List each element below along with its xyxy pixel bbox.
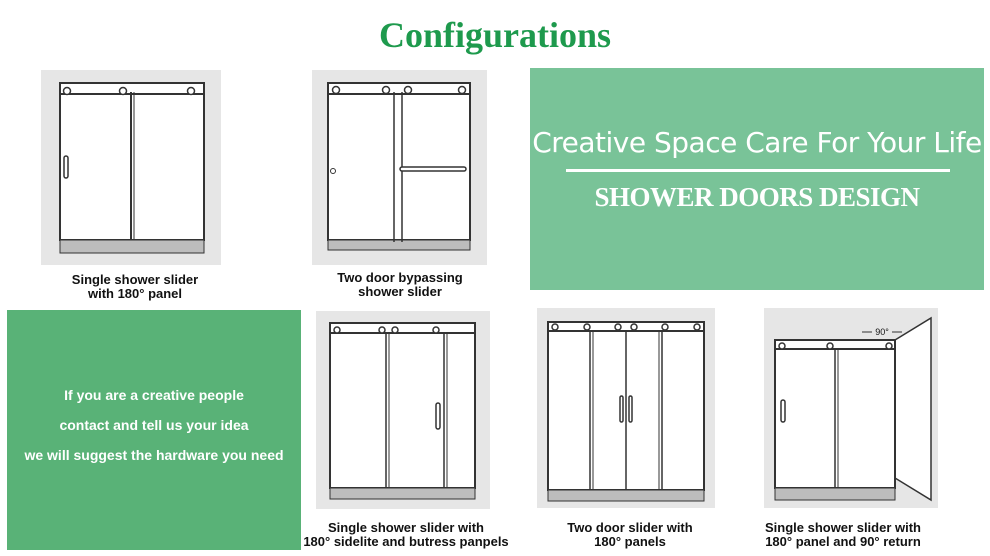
- design-banner: [530, 68, 984, 290]
- banner-heading: SHOWER DOORS DESIGN: [594, 182, 920, 212]
- shower-door-drawing: [764, 308, 938, 508]
- contact-box: [7, 310, 301, 550]
- caption-line: 180° panel and 90° return: [765, 534, 921, 549]
- config-single-slider-90-return: [764, 308, 938, 508]
- caption-line: shower slider: [358, 284, 442, 299]
- shower-door-drawing: [312, 70, 487, 265]
- shower-door-drawing: [537, 308, 715, 508]
- caption-line: with 180° panel: [87, 286, 183, 301]
- banner-tagline: Creative Space Care For Your Life: [532, 126, 982, 159]
- angle-label: 90°: [875, 327, 889, 337]
- caption-line: Two door slider with: [567, 520, 693, 535]
- config-two-door-bypassing: [312, 70, 487, 265]
- config-caption: [754, 521, 932, 549]
- config-single-slider-180-panel: [41, 70, 221, 265]
- page-title: Configurations: [378, 15, 612, 55]
- caption-line: Single shower slider with: [327, 520, 485, 535]
- contact-line: contact and tell us your idea: [59, 417, 249, 433]
- caption-line: Two door bypassing: [337, 270, 463, 285]
- config-caption: [41, 273, 229, 301]
- shower-door-drawing: [41, 70, 221, 265]
- caption-line: 180° panels: [594, 534, 666, 549]
- config-caption: [534, 521, 726, 549]
- caption-line: Single shower slider: [71, 272, 199, 287]
- caption-line: Single shower slider with: [764, 520, 922, 535]
- config-caption: [298, 521, 514, 549]
- caption-line: 180° sidelite and butress panpels: [303, 534, 509, 549]
- config-caption: [306, 271, 494, 299]
- banner-divider: [566, 169, 950, 172]
- shower-door-drawing: [316, 311, 490, 509]
- config-two-door-slider-180-panels: [537, 308, 715, 508]
- config-single-slider-sidelite-buttress: [316, 311, 490, 509]
- contact-line: we will suggest the hardware you need: [24, 447, 284, 463]
- contact-line: If you are a creative people: [64, 387, 244, 403]
